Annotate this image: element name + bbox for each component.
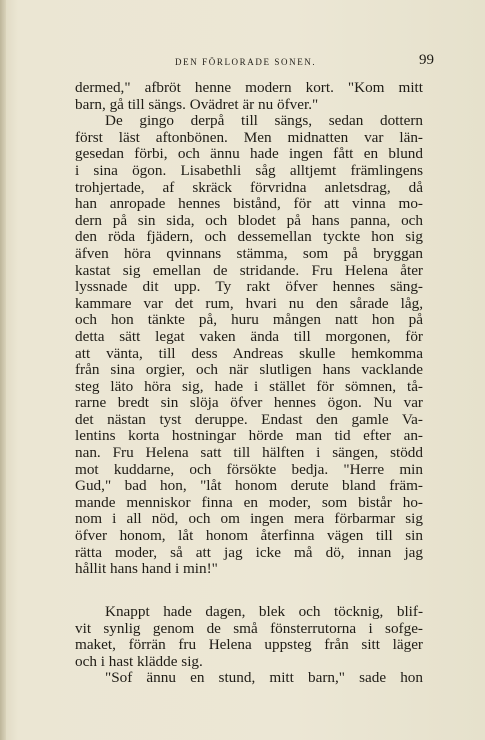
text-line: öfver honom, låt honom återfinna vägen till sin <box>75 527 423 545</box>
text-line: och i hast klädde sig. <box>75 652 203 670</box>
running-title: DEN FÖRLORADE SONEN. <box>175 57 317 67</box>
text-line: vit synlig genom de små fönsterrutorna i sofge- <box>75 619 423 637</box>
text-line: äfven höra qvinnans stämma, som på bryggan <box>75 244 423 262</box>
text-line: han anropade hennes bistånd, för att vinna mo- <box>75 195 423 213</box>
text-line: nom i all nöd, och om ingen mera förbarmar sig <box>75 510 423 528</box>
text-line: "Sof ännu en stund, mitt barn," sade hon <box>105 669 423 687</box>
text-line: detta sätt legat vaken ända till morgonen, för <box>75 327 423 345</box>
text-line: från sina orgier, och när slutligen hans vacklande <box>75 361 423 379</box>
text-line: först läst aftonbönen. Men midnatten var län- <box>75 128 423 146</box>
text-line: Knappt hade dagen, blek och töcknig, blif- <box>105 603 423 620</box>
text-line: lentins korta hostningar hörde man tid efter an- <box>75 427 423 445</box>
text-line: lyssnade dit upp. Ty rakt öfver hennes säng- <box>75 278 423 296</box>
text-line: dern på sin sida, och blodet på hans panna, och <box>75 211 423 229</box>
text-line: det nästan tyst deruppe. Endast den gamle Va- <box>75 410 423 428</box>
text-line: De gingo derpå till sängs, sedan dottern <box>105 112 423 130</box>
text-line: mande menniskor finna en moder, som bistår ho- <box>75 493 423 511</box>
text-line: Gud," bad hon, "låt honom derute bland främ- <box>75 477 423 495</box>
text-line: kammare var det rum, hvari nu den sårade låg, <box>75 294 423 312</box>
text-line: barn, gå till sängs. Ovädret är nu öfver." <box>75 95 319 113</box>
text-line: mot kuddarne, och försökte bedja. "Herre min <box>75 460 423 478</box>
text-line: steg läto höra sig, hade i stället för sömnen, tå- <box>75 377 423 395</box>
text-line: gesedan förbi, och ännu hade ingen fått en blund <box>75 145 423 163</box>
page-header <box>70 52 434 73</box>
paragraph-block-1 <box>75 80 423 578</box>
text-line: och hon tänkte på, huru mången natt hon på <box>75 311 423 329</box>
text-line: den röda fjädern, och dessemellan tyckte hon sig <box>75 228 423 246</box>
text-line: kastat sig emellan de stridande. Fru Helena åter <box>75 261 423 279</box>
text-line: i sina ögon. Lisabethli såg alltjemt främlingens <box>75 161 423 179</box>
text-line: att vänta, till dess Andreas skulle hemkomma <box>75 344 423 362</box>
page-edge-shadow <box>0 0 6 740</box>
text-line: rarne bredt sin slöja öfver hennes ögon. Nu var <box>75 394 423 412</box>
paragraph-block-2 <box>75 604 423 687</box>
page-number: 99 <box>419 52 434 68</box>
text-line: hållit hans hand i min!" <box>75 560 218 578</box>
text-line: trohjertade, af skräck förvridna anletsdrag, då <box>75 178 423 196</box>
text-line: rätta moder, så att jag icke må dö, innan jag <box>75 543 423 561</box>
text-line: maket, förrän fru Helena uppsteg från sitt läger <box>75 636 423 654</box>
text-line: nan. Fru Helena satt till hälften i sängen, stödd <box>75 444 423 462</box>
text-line: dermed," afbröt henne modern kort. "Kom mitt <box>75 79 423 96</box>
